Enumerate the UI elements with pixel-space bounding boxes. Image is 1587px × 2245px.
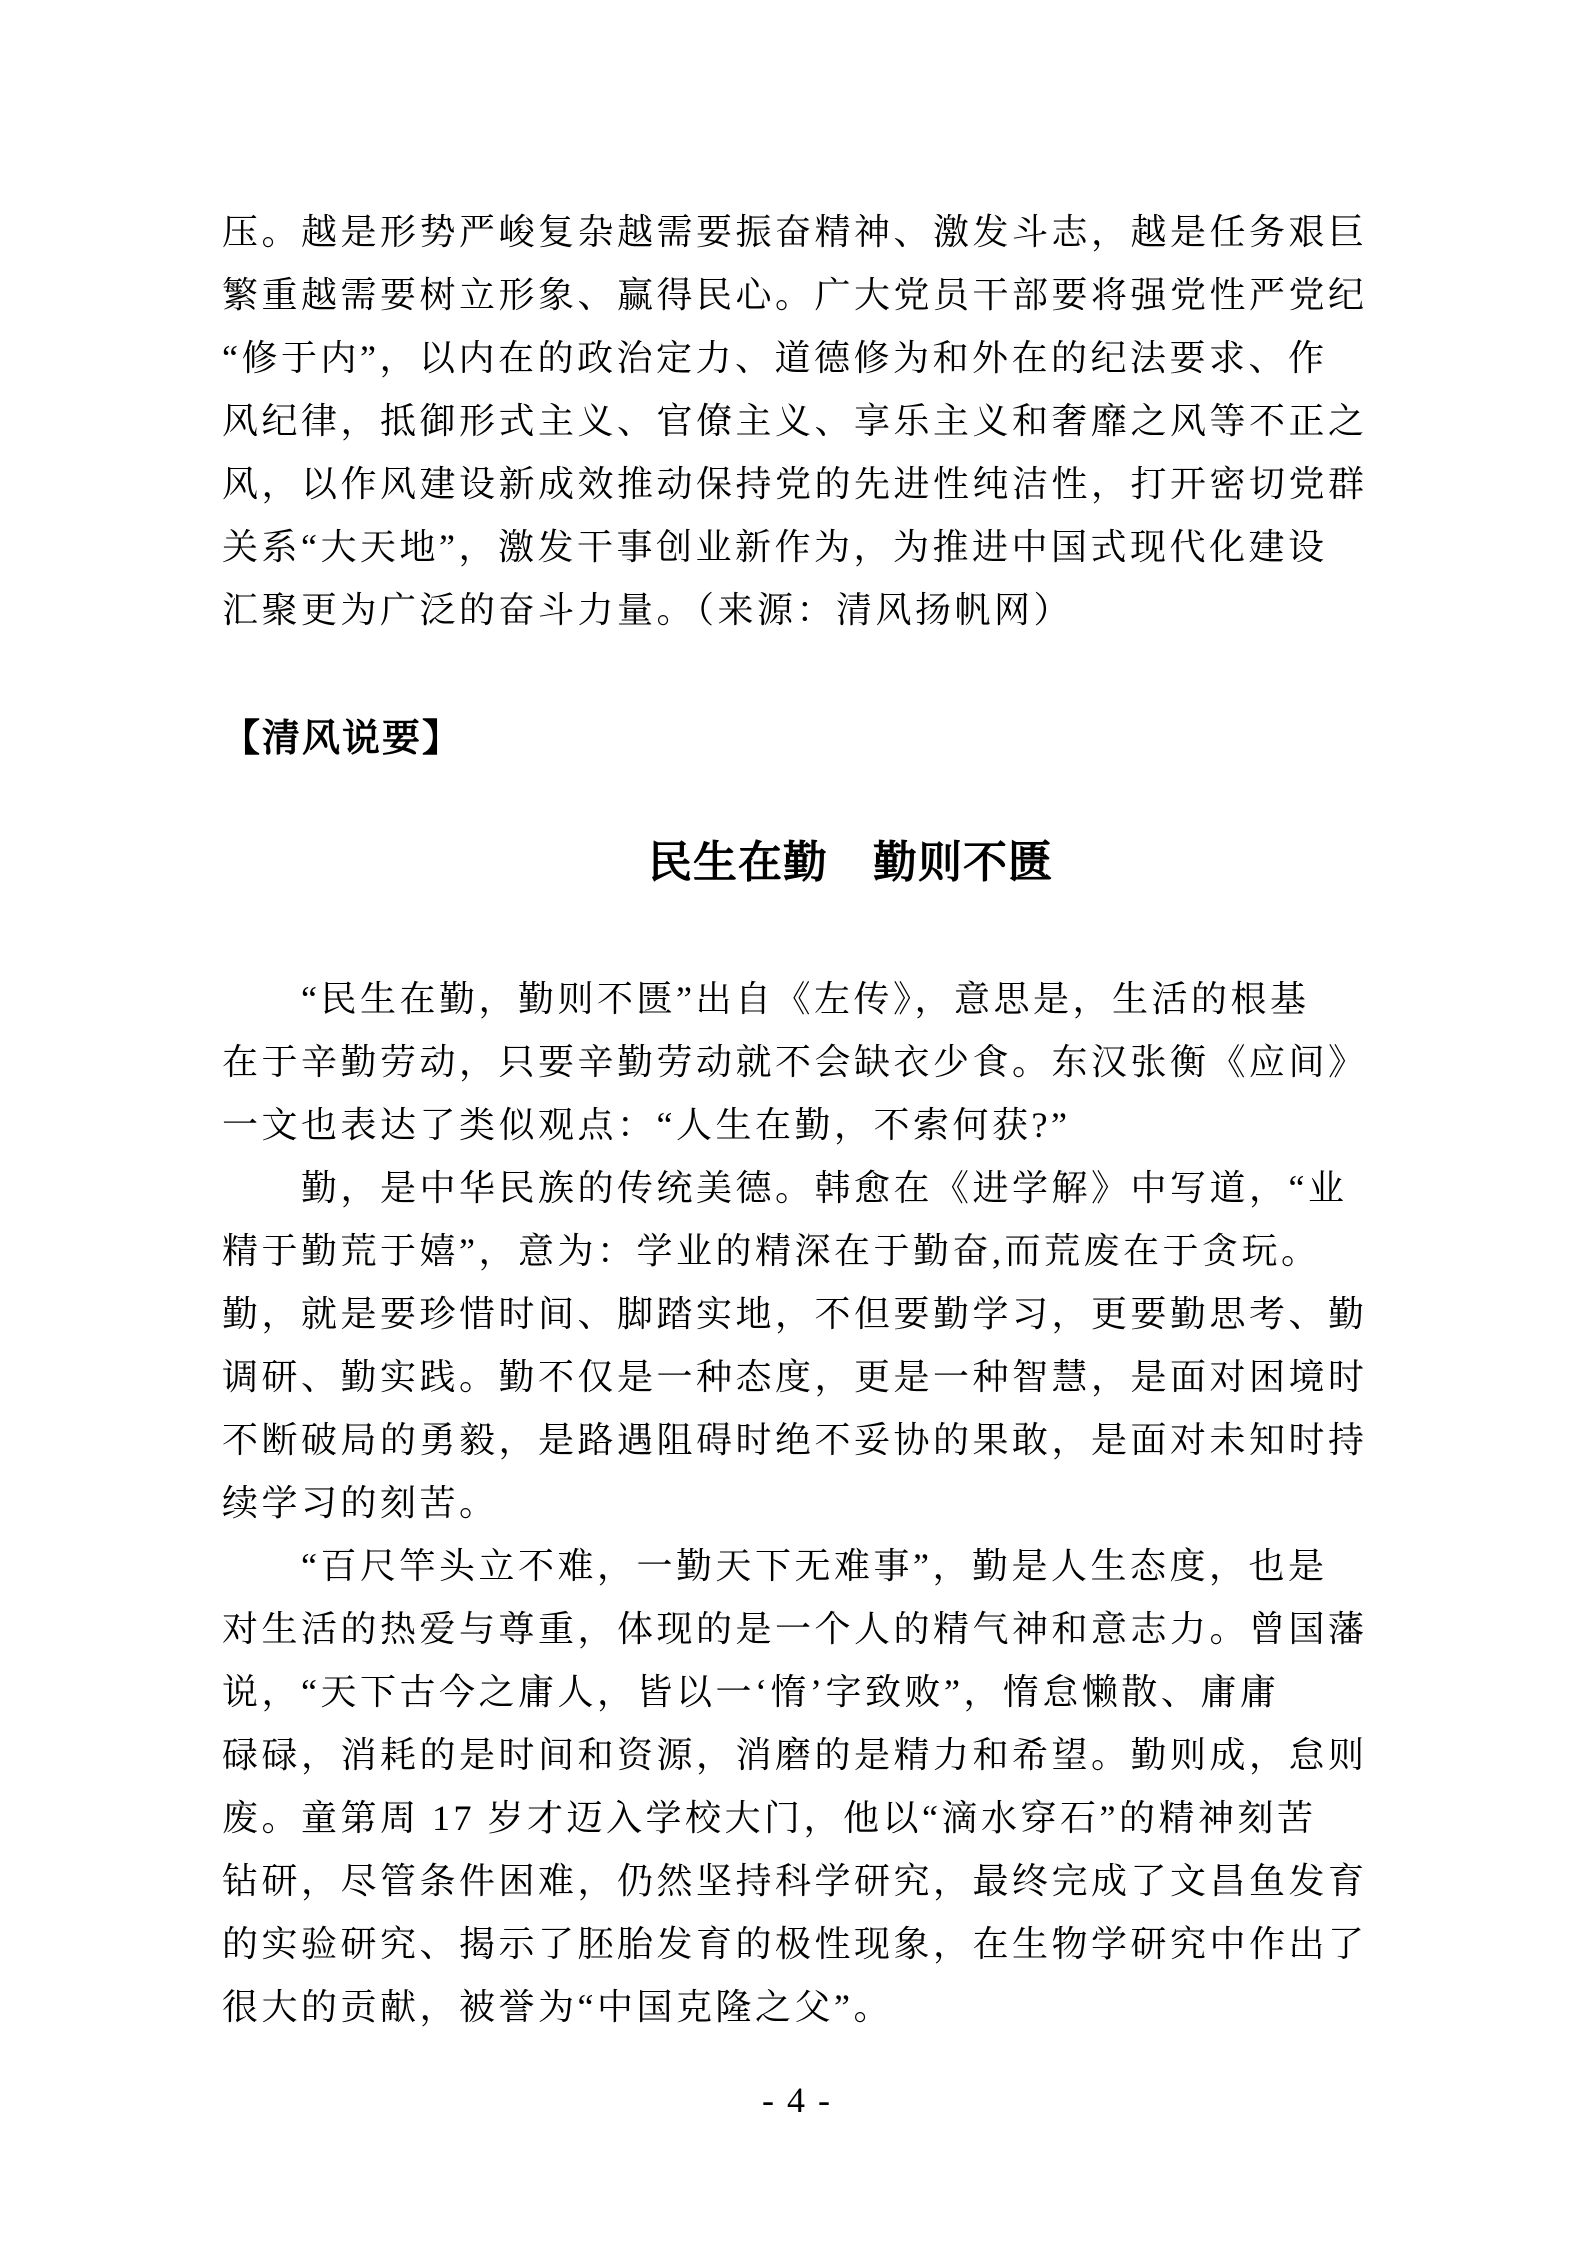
text-line: 勤，就是要珍惜时间、脚踏实地，不但要勤学习，更要勤思考、勤 <box>222 1294 1368 1334</box>
page-content <box>222 201 1372 2039</box>
text-line: 调研、勤实践。勤不仅是一种态度，更是一种智慧，是面对困境时 <box>222 1357 1368 1397</box>
text-line: 在于辛勤劳动，只要辛勤劳动就不会缺衣少食。东汉张衡《应间》 <box>222 1042 1368 1082</box>
text-line: 风，以作风建设新成效推动保持党的先进性纯洁性，打开密切党群 <box>222 464 1368 504</box>
text-line: “百尺竿头立不难，一勤天下无难事”，勤是人生态度，也是 <box>301 1546 1328 1586</box>
text-line: 很大的贡献，被誉为“中国克隆之父”。 <box>222 1987 893 2027</box>
text-line: 不断破局的勇毅，是路遇阻碍时绝不妥协的果敢，是面对未知时持 <box>222 1420 1368 1460</box>
essay-title: 民生在勤 勤则不匮 <box>648 838 1053 887</box>
text-line: “民生在勤，勤则不匮”出自《左传》，意思是，生活的根基 <box>301 979 1310 1019</box>
text-line: 一文也表达了类似观点：“人生在勤，不索何获?” <box>222 1105 1071 1145</box>
text-line: 风纪律，抵御形式主义、官僚主义、享乐主义和奢靡之风等不正之 <box>222 401 1368 441</box>
text-line: 关系“大天地”，激发干事创业新作为，为推进中国式现代化建设 <box>222 527 1328 567</box>
essay-body <box>222 968 1372 2039</box>
text-line: 废。童第周 17 岁才迈入学校大门，他以“滴水穿石”的精神刻苦 <box>222 1798 1317 1838</box>
text-line: 的实验研究、揭示了胚胎发育的极性现象，在生物学研究中作出了 <box>222 1924 1368 1964</box>
text-line: 汇聚更为广泛的奋斗力量。（来源：清风扬帆网） <box>222 590 1074 630</box>
page-number: - 4 - <box>762 2080 832 2120</box>
text-line: 续学习的刻苦。 <box>222 1483 499 1523</box>
section-marker: 【清风说要】 <box>222 718 463 760</box>
text-line: 钻研，尽管条件困难，仍然坚持科学研究，最终完成了文昌鱼发育 <box>222 1861 1368 1901</box>
text-line: 说，“天下古今之庸人，皆以一‘惰’字致败”，惰怠懒散、庸庸 <box>222 1672 1280 1712</box>
text-line: “修于内”，以内在的政治定力、道德修为和外在的纪法要求、作 <box>222 338 1328 378</box>
text-line: 对生活的热爱与尊重，体现的是一个人的精气神和意志力。曾国藩 <box>222 1609 1368 1649</box>
text-line: 压。越是形势严峻复杂越需要振奋精神、激发斗志，越是任务艰巨 <box>222 212 1368 252</box>
text-line: 勤，是中华民族的传统美德。韩愈在《进学解》中写道，“业 <box>301 1168 1348 1208</box>
text-line: 碌碌，消耗的是时间和资源，消磨的是精力和希望。勤则成，怠则 <box>222 1735 1368 1775</box>
text-line: 繁重越需要树立形象、赢得民心。广大党员干部要将强党性严党纪 <box>222 275 1368 315</box>
text-line: 精于勤荒于嬉”，意为：学业的精深在于勤奋,而荒废在于贪玩。 <box>222 1231 1321 1271</box>
continuation-paragraph <box>222 201 1372 642</box>
